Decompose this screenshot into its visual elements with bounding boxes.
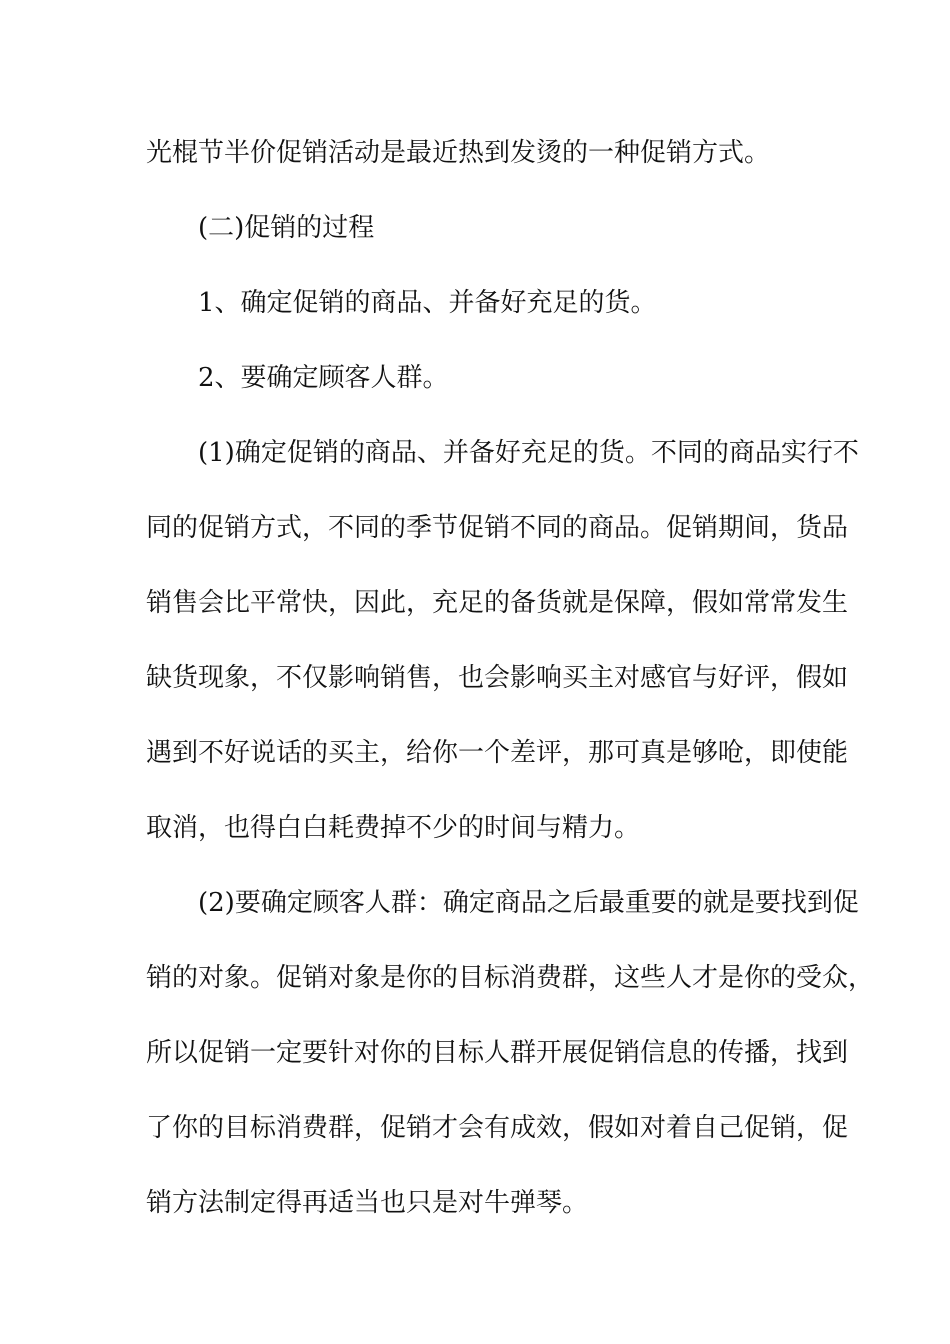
paragraph-line: (1)确定促销的商品、并备好充足的货。不同的商品实行不 xyxy=(198,438,859,468)
paragraph-line: 所以促销一定要针对你的目标人群开展促销信息的传播，找到 xyxy=(146,1038,849,1068)
paragraph-line: 同的促销方式，不同的季节促销不同的商品。促销期间，货品 xyxy=(146,513,849,543)
paragraph-line: 取消，也得白白耗费掉不少的时间与精力。 xyxy=(146,813,641,843)
paragraph-line: (2)要确定顾客人群：确定商品之后最重要的就是要找到促 xyxy=(198,888,859,918)
paragraph-line: 缺货现象，不仅影响销售，也会影响买主对感官与好评，假如 xyxy=(146,663,849,693)
list-item: 2、要确定顾客人群。 xyxy=(198,363,449,393)
paragraph-line: 销售会比平常快，因此，充足的备货就是保障，假如常常发生 xyxy=(146,588,849,618)
text-line: 光棍节半价促销活动是最近热到发烫的一种促销方式。 xyxy=(146,138,771,168)
paragraph-line: 销方法制定得再适当也只是对牛弹琴。 xyxy=(146,1188,589,1218)
paragraph-line: 了你的目标消费群，促销才会有成效，假如对着自己促销，促 xyxy=(146,1113,849,1143)
list-item: 1、确定促销的商品、并备好充足的货。 xyxy=(198,288,657,318)
section-heading: (二)促销的过程 xyxy=(198,213,375,243)
paragraph-line: 遇到不好说话的买主，给你一个差评，那可真是够呛，即使能 xyxy=(146,738,849,768)
document-body xyxy=(146,127,875,1252)
paragraph-line: 销的对象。促销对象是你的目标消费群，这些人才是你的受众， xyxy=(146,963,875,993)
